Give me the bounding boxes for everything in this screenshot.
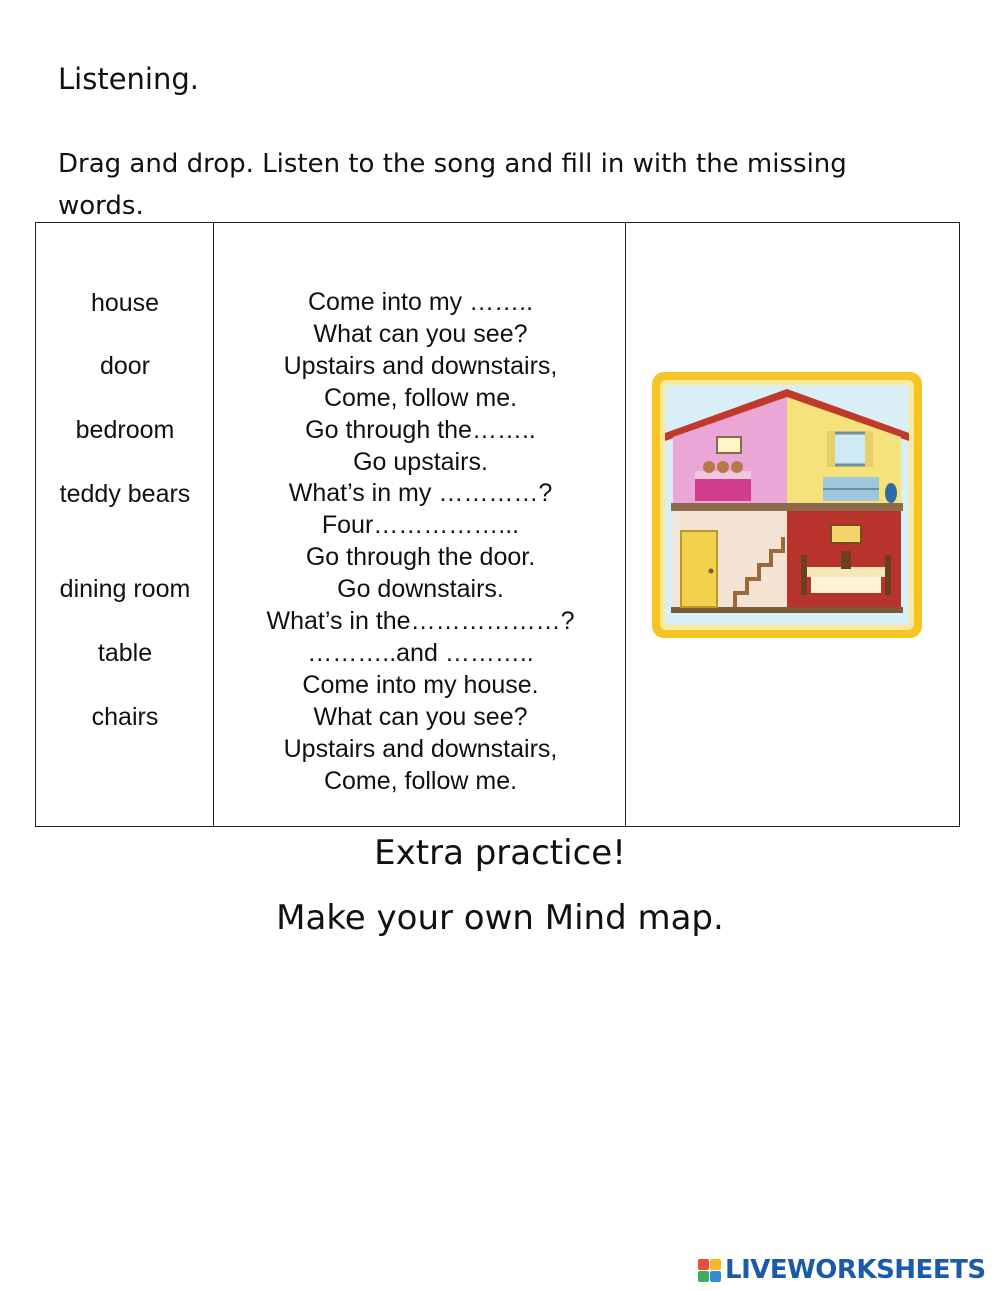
word-teddy-bears[interactable]: teddy bears	[59, 480, 191, 508]
word-bank	[36, 223, 214, 826]
song-line: What’s in my …………?	[288, 479, 553, 508]
song-line: Come into my ……..	[307, 288, 534, 316]
song-line: Upstairs and downstairs,	[283, 351, 558, 380]
extra-practice-heading: Extra practice!	[374, 833, 626, 873]
word-table[interactable]: table	[97, 639, 153, 667]
logo-icon	[698, 1259, 721, 1282]
word-door[interactable]: door	[99, 352, 151, 380]
word-chairs[interactable]: chairs	[91, 703, 159, 731]
song-line: Go upstairs.	[353, 447, 488, 476]
song-line: Four……………...	[321, 511, 520, 540]
song-line: ………..and ………..	[307, 638, 534, 667]
heading: Listening.	[58, 62, 199, 96]
song-line: Go through the……..	[305, 415, 536, 444]
song-line: Go through the door.	[305, 543, 536, 572]
worksheet-table	[35, 222, 960, 827]
instructions: Drag and drop. Listen to the song and fill in with the missing words.	[58, 149, 847, 221]
word-house[interactable]: house	[90, 289, 160, 317]
mind-map-instruction: Make your own Mind map.	[276, 898, 724, 938]
word-dining-room[interactable]: dining room	[59, 575, 191, 603]
song-line: Go downstairs.	[337, 575, 504, 604]
song-line: What can you see?	[313, 319, 528, 348]
song-line: Come, follow me.	[323, 383, 518, 412]
song-line: What can you see?	[313, 702, 528, 731]
word-bedroom[interactable]: bedroom	[75, 416, 175, 444]
song-line: Come, follow me.	[323, 766, 518, 795]
song-line: Upstairs and downstairs,	[283, 734, 558, 763]
brand-name: LIVEWORKSHEETS	[725, 1255, 986, 1285]
song-line: Come into my house.	[302, 670, 539, 699]
house-illustration	[651, 371, 923, 643]
song-lyrics	[215, 287, 626, 798]
song-line: What’s in the………………?	[266, 607, 575, 636]
liveworksheets-logo	[698, 1255, 986, 1285]
